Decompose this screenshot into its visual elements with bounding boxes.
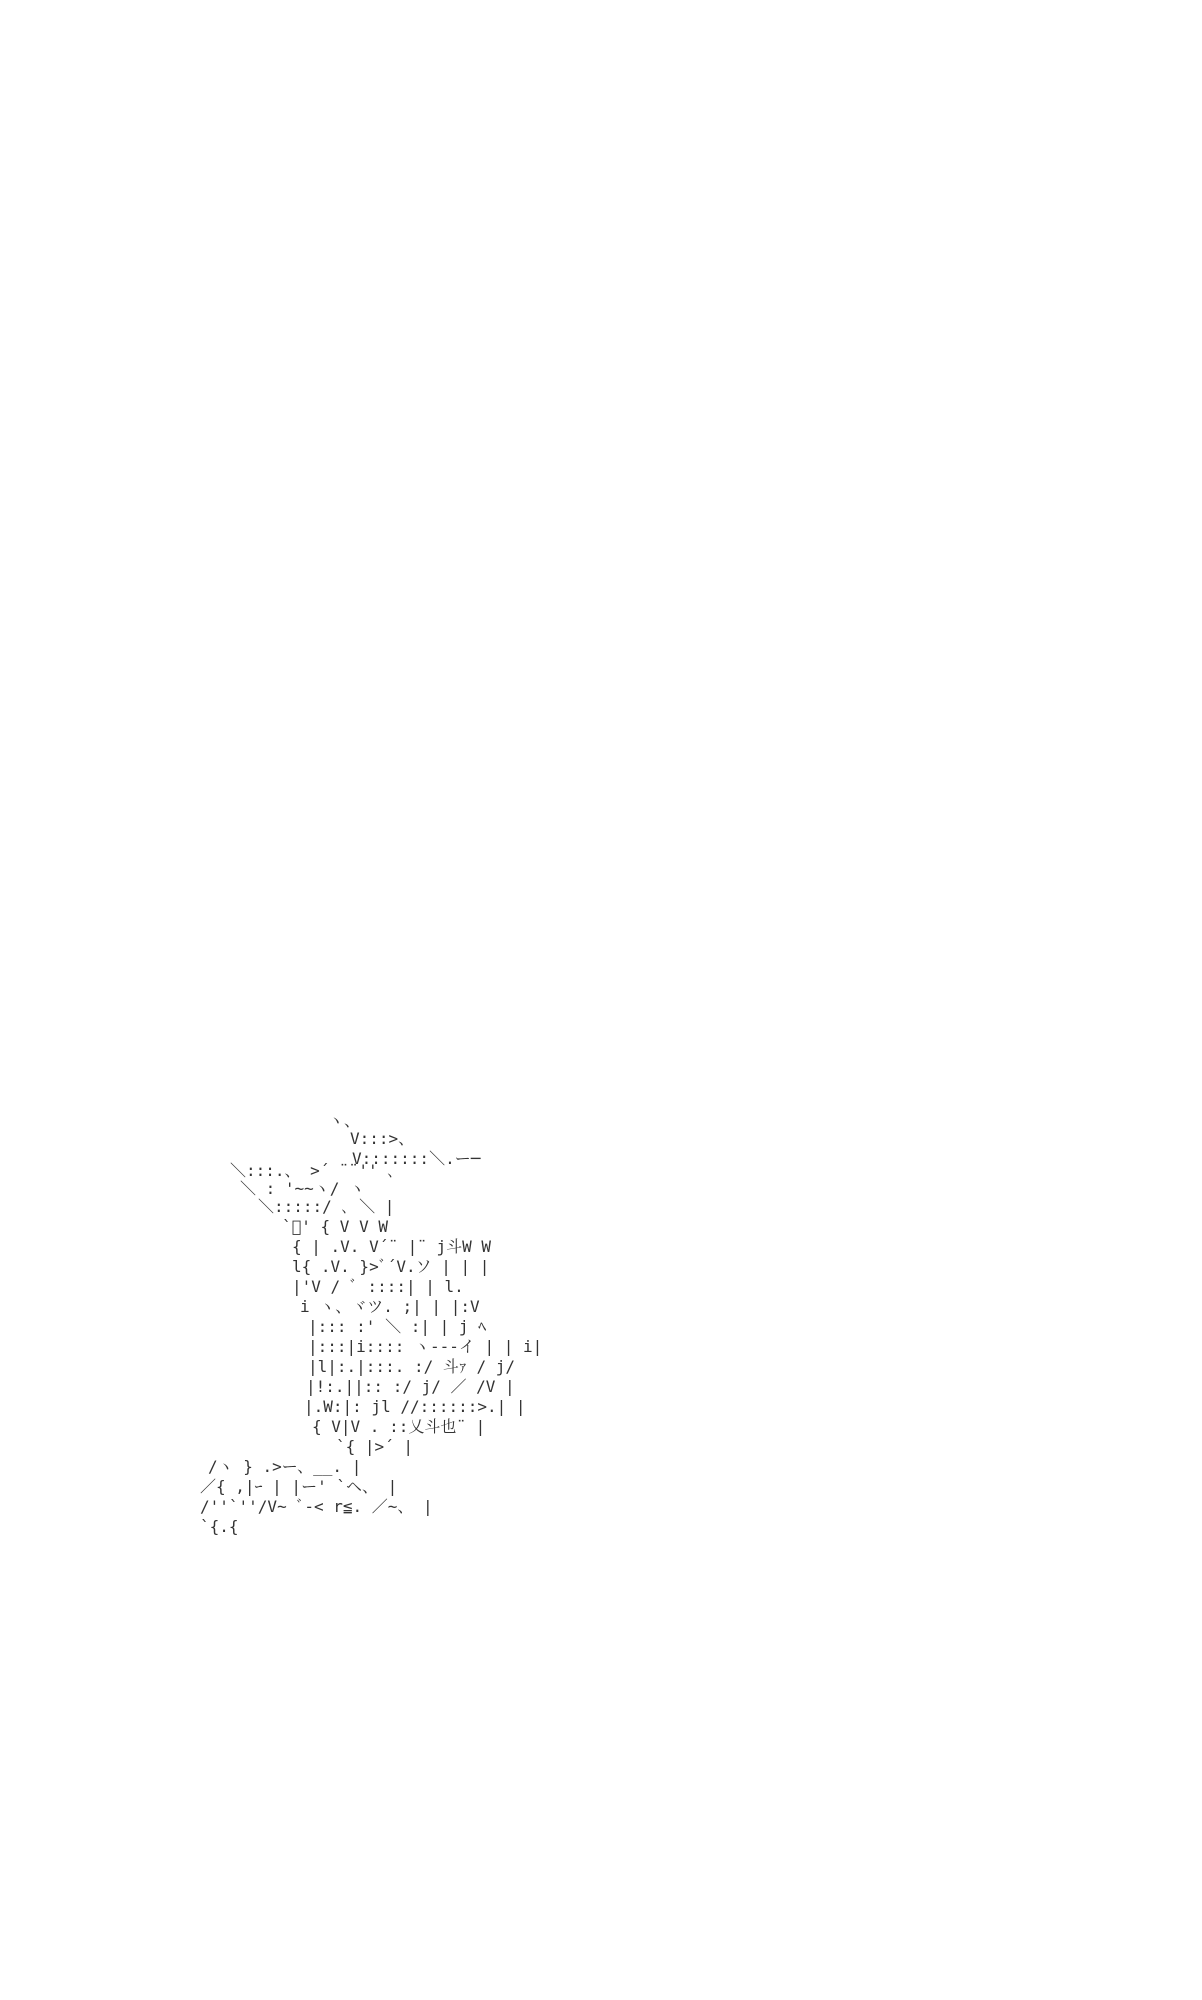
completed-work-item [50, 273, 610, 302]
completed-work-item [50, 156, 610, 185]
svg-text:V:::>、: V:::>、 [350, 1129, 415, 1148]
catalog-heading [50, 38, 610, 67]
ongoing-work-item [612, 832, 1172, 861]
completed-work-item [50, 626, 610, 655]
ongoing-work-item [612, 508, 1172, 537]
ongoing-work-item [612, 773, 1172, 802]
completed-work-item [50, 479, 610, 508]
completed-work-item [50, 538, 610, 567]
completed-work-item [50, 773, 610, 802]
svg-text:|l|:.|:::. :/ 斗ｧ / j/: |l|:.|:::. :/ 斗ｧ / j/ [308, 1357, 516, 1376]
svg-text:V:::::::＼.ー─: V:::::::＼.ー─ [352, 1149, 481, 1168]
group-note [50, 1042, 610, 1071]
ongoing-work-item [612, 185, 1172, 214]
ascii-art-character-illustration [200, 1108, 620, 1998]
ongoing-work-item [612, 97, 1172, 126]
ongoing-heading [612, 38, 1172, 67]
ongoing-work-item [612, 156, 1172, 185]
completed-work-item [50, 97, 610, 126]
svg-text:|'V / ﾞ ::::| | l.: |'V / ﾞ ::::| | l. [292, 1277, 464, 1296]
left-column [50, 38, 610, 1071]
ongoing-work-item [612, 861, 1172, 890]
ongoing-work-item [612, 890, 1172, 919]
ongoing-work-item [612, 567, 1172, 596]
completed-work-item [50, 714, 610, 743]
completed-work-item [50, 743, 610, 772]
ongoing-work-item [612, 1214, 1172, 1243]
ongoing-work-item [612, 1008, 1172, 1037]
ongoing-work-item [612, 273, 1172, 302]
completed-work-item [50, 567, 610, 596]
translation-group-row [50, 895, 610, 924]
svg-text:|!:.||:: :/ j/ ／ /V |: |!:.||:: :/ j/ ／ /V | [306, 1377, 515, 1396]
completed-work-item [50, 126, 610, 155]
ongoing-work-item [612, 1302, 1172, 1331]
svg-text:|.W:|: jl //::::::>.|: |.W:|: jl //::::::>.| | [304, 1397, 526, 1416]
ongoing-work-item [612, 714, 1172, 743]
completed-work-item [50, 655, 610, 684]
ongoing-work-item [612, 1067, 1172, 1096]
ongoing-work-item [612, 126, 1172, 155]
completed-work-item [50, 391, 610, 420]
ongoing-work-item [612, 332, 1172, 361]
ongoing-work-item [612, 449, 1172, 478]
ongoing-work-item [612, 802, 1172, 831]
ongoing-work-item [612, 420, 1172, 449]
svg-text:l{ .V. }>ﾞ´V.ソ | | |: l{ .V. }>ﾞ´V.ソ | | | [292, 1257, 490, 1276]
ongoing-works-list [612, 67, 1172, 1360]
completed-works-list [50, 97, 610, 861]
completed-work-item [50, 685, 610, 714]
ongoing-work-item [612, 596, 1172, 625]
group-label [50, 954, 124, 983]
svg-text:{ V|V . ::乂斗也¨ |: { V|V . ::乂斗也¨ | [312, 1417, 486, 1436]
completed-work-item [50, 449, 610, 478]
ongoing-work-item [612, 1331, 1172, 1360]
ongoing-work-item [612, 655, 1172, 684]
section-spacer [50, 861, 610, 895]
ongoing-work-item [612, 303, 1172, 332]
group-note [50, 983, 610, 1012]
svg-text:`{.{: `{.{ [200, 1517, 239, 1536]
svg-text:ヽ、: ヽ、 [328, 1111, 361, 1130]
svg-text:＼:::.、 >´ ¨¨'' ､: ＼:::.、 >´ ¨¨'' ､ [230, 1161, 396, 1180]
svg-text:`ﾞ' { V V: `ﾞ' { V V W [282, 1217, 388, 1236]
ongoing-work-item [612, 1184, 1172, 1213]
svg-text:|:::|i:::: ヽ---イ | | i|: |:::|i:::: ヽ---イ | | i| [308, 1337, 543, 1356]
ongoing-work-item [612, 1243, 1172, 1272]
ongoing-work-item [612, 1096, 1172, 1125]
ongoing-work-item [612, 920, 1172, 949]
right-column [612, 38, 1172, 1361]
completed-work-item-continued [50, 361, 610, 390]
ongoing-work-item [612, 1037, 1172, 1066]
trpg-group-row [50, 1013, 610, 1042]
completed-work-item [50, 832, 610, 861]
ongoing-work-item [612, 1125, 1172, 1154]
completed-work-item [50, 802, 610, 831]
ongoing-work-item [612, 479, 1172, 508]
completed-work-item [50, 214, 610, 243]
completed-work-item [50, 244, 610, 273]
ongoing-work-item-continued [612, 1272, 1172, 1301]
ongoing-work-item [612, 979, 1172, 1008]
completed-work-item [50, 596, 610, 625]
svg-text:／{ ,|ｰ | |ー' `ヘ、: ／{ ,|ｰ | |ー' `ヘ、 | [200, 1477, 398, 1496]
group-label [50, 895, 124, 924]
completed-work-item [50, 332, 610, 361]
completed-work-item [50, 420, 610, 449]
ongoing-work-item [612, 626, 1172, 655]
svg-text:i ヽ、ヾツ. ;| | |:V: i ヽ、ヾツ. ;| | |:V [300, 1297, 480, 1316]
ongoing-work-item [612, 214, 1172, 243]
completed-work-item [50, 303, 610, 332]
group-info [50, 895, 610, 1071]
svg-text:/''`''/V~ ﾞ-< r≦. ／: /''`''/V~ ﾞ-< r≦. ／~、 | [200, 1497, 433, 1516]
svg-text:|::: :' ＼ :| | j ﾍ: |::: :' ＼ :| | j ﾍ [308, 1317, 487, 1336]
ongoing-work-item [612, 1155, 1172, 1184]
completed-work-item [50, 508, 610, 537]
completed-work-item [50, 185, 610, 214]
svg-text:＼:::::/ ､ ＼ |: ＼:::::/ ､ ＼ | [258, 1197, 395, 1216]
ongoing-work-item [612, 949, 1172, 978]
ongoing-work-item [612, 538, 1172, 567]
fan-group-row [50, 954, 610, 983]
ongoing-work-item [612, 67, 1172, 96]
svg-text:`{ |>´ |: `{ |>´ | [336, 1437, 414, 1456]
ongoing-work-item [612, 361, 1172, 390]
completed-label [50, 67, 610, 96]
ongoing-work-item [612, 743, 1172, 772]
ongoing-work-item [612, 685, 1172, 714]
group-note [50, 924, 610, 953]
svg-text:＼ : '~~ヽ/ ヽ: ＼ : '~~ヽ/ ヽ [240, 1179, 366, 1198]
svg-text:{ | .V. V´¨ |¨ j斗W W: { | .V. V´¨ |¨ j斗W W [292, 1237, 492, 1256]
ongoing-work-item [612, 244, 1172, 273]
ongoing-work-item [612, 391, 1172, 420]
svg-text:/ヽ } .>ー、__. |: /ヽ } .>ー、__. | [208, 1457, 362, 1476]
group-label [50, 1013, 124, 1042]
